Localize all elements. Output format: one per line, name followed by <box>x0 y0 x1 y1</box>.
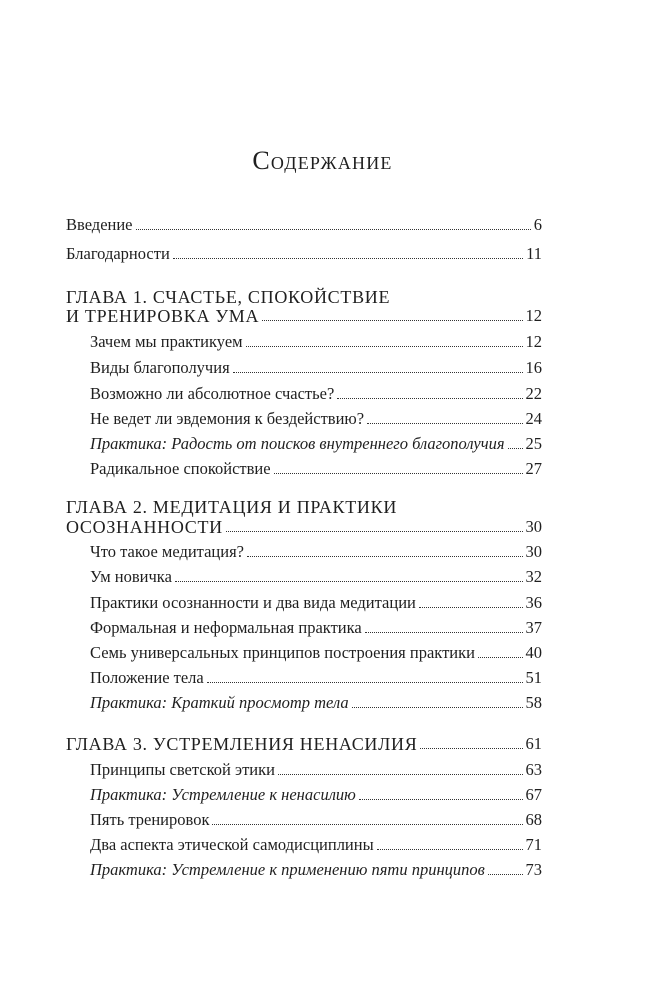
toc-entry-label: Формальная и неформальная практика <box>90 618 362 637</box>
leader-dots <box>488 874 523 875</box>
toc-entry[interactable] <box>90 834 542 856</box>
toc-entry[interactable] <box>90 617 542 639</box>
leader-dots <box>274 473 523 474</box>
toc-entry-page: 63 <box>525 760 542 779</box>
toc-entry-label: Зачем мы практикуем <box>90 332 243 351</box>
chapter-3-title: ГЛАВА 3. УСТРЕМЛЕНИЯ НЕНАСИЛИЯ <box>66 734 418 754</box>
leader-dots <box>207 682 523 683</box>
toc-entry-page: 16 <box>525 358 542 377</box>
leader-dots <box>247 556 523 557</box>
leader-dots <box>359 799 523 800</box>
leader-dots <box>136 229 531 230</box>
toc-chapter-3[interactable] <box>66 733 542 755</box>
toc-entry-label: Практика: Устремление к ненасилию <box>90 785 356 804</box>
toc-entry[interactable] <box>90 566 542 588</box>
toc-entry-practice[interactable] <box>90 859 542 881</box>
toc-entry-page: 40 <box>525 643 542 662</box>
toc-entry-label: Практика: Устремление к применению пяти принципов <box>90 860 485 879</box>
leader-dots <box>367 423 522 424</box>
toc-entry-page: 12 <box>525 332 542 351</box>
leader-dots <box>278 774 523 775</box>
toc-entry-page: 61 <box>525 734 542 753</box>
leader-dots <box>478 657 523 658</box>
toc-entry-page: 30 <box>525 517 542 536</box>
toc-entry[interactable] <box>90 642 542 664</box>
toc-entry-label: Практика: Радость от поисков внутреннего благополучия <box>90 434 505 453</box>
leader-dots <box>212 824 522 825</box>
toc-entry[interactable] <box>90 408 542 430</box>
toc-entry[interactable] <box>90 331 542 353</box>
toc-entry-practice[interactable] <box>90 784 542 806</box>
toc-entry-page: 12 <box>525 306 542 325</box>
toc-entry-label: Два аспекта этической самодисциплины <box>90 835 374 854</box>
toc-entry[interactable] <box>90 759 542 781</box>
toc-entry-page: 67 <box>525 785 542 804</box>
toc-entry[interactable] <box>90 667 542 689</box>
toc-entry-page: 37 <box>525 618 542 637</box>
toc-entry-page: 6 <box>533 215 542 234</box>
page-title: Содержание <box>252 146 393 175</box>
leader-dots <box>337 398 522 399</box>
leader-dots <box>262 320 522 321</box>
toc-entry-label: Не ведет ли эвдемония к бездействию? <box>90 409 365 428</box>
toc-entry-label: Благодарности <box>66 244 170 263</box>
toc-entry[interactable] <box>90 357 542 379</box>
leader-dots <box>508 448 523 449</box>
toc-entry-page: 27 <box>525 459 542 478</box>
toc-entry[interactable] <box>90 383 542 405</box>
leader-dots <box>173 258 523 259</box>
toc-entry-page: 71 <box>525 835 542 854</box>
toc-entry[interactable] <box>90 541 542 563</box>
toc-entry-introduction[interactable] <box>66 214 542 236</box>
leader-dots <box>226 531 523 532</box>
toc-entry-label: Ум новичка <box>90 567 172 586</box>
leader-dots <box>419 607 523 608</box>
toc-entry-page: 73 <box>525 860 542 879</box>
toc-entry-label: Практика: Краткий просмотр тела <box>90 693 349 712</box>
leader-dots <box>352 707 523 708</box>
chapter-1-title-line2: И ТРЕНИРОВКА УМА <box>66 306 260 326</box>
chapter-2-title-line2: ОСОЗНАННОСТИ <box>66 517 223 537</box>
toc-entry-page: 30 <box>525 542 542 561</box>
leader-dots <box>420 748 522 749</box>
toc-entry-label: Положение тела <box>90 668 204 687</box>
chapter-1-title-line1: ГЛАВА 1. СЧАСТЬЕ, СПОКОЙСТВИЕ <box>66 287 391 307</box>
toc-entry-label: Что такое медитация? <box>90 542 244 561</box>
toc-entry-page: 36 <box>525 593 542 612</box>
toc-entry-label: Практики осознанности и два вида медитации <box>90 593 416 612</box>
toc-entry-acknowledgements[interactable] <box>66 243 542 265</box>
toc-entry-page: 32 <box>525 567 542 586</box>
toc-entry-label: Принципы светской этики <box>90 760 275 779</box>
leader-dots <box>233 372 523 373</box>
leader-dots <box>246 346 523 347</box>
leader-dots <box>365 632 523 633</box>
toc-entry-page: 58 <box>525 693 542 712</box>
toc-entry-label: Возможно ли абсолютное счастье? <box>90 384 335 403</box>
toc-entry-practice[interactable] <box>90 433 542 455</box>
toc-entry-label: Семь универсальных принципов построения практики <box>90 643 475 662</box>
toc-entry[interactable] <box>90 458 542 480</box>
toc-entry[interactable] <box>90 809 542 831</box>
toc-entry-page: 24 <box>525 409 542 428</box>
toc-chapter-1[interactable] <box>66 305 542 327</box>
toc-entry-practice[interactable] <box>90 692 542 714</box>
toc-entry-page: 11 <box>526 244 542 263</box>
toc-entry-page: 51 <box>525 668 542 687</box>
toc-entry-page: 22 <box>525 384 542 403</box>
toc-entry-label: Пять тренировок <box>90 810 210 829</box>
leader-dots <box>377 849 523 850</box>
toc-entry-page: 68 <box>525 810 542 829</box>
toc-entry-label: Введение <box>66 215 133 234</box>
chapter-2-title-line1: ГЛАВА 2. МЕДИТАЦИЯ И ПРАКТИКИ <box>66 497 398 517</box>
toc-chapter-2[interactable] <box>66 516 542 538</box>
toc-entry[interactable] <box>90 592 542 614</box>
toc-entry-label: Радикальное спокойствие <box>90 459 271 478</box>
leader-dots <box>175 581 523 582</box>
toc-entry-page: 25 <box>525 434 542 453</box>
toc-entry-label: Виды благополучия <box>90 358 230 377</box>
